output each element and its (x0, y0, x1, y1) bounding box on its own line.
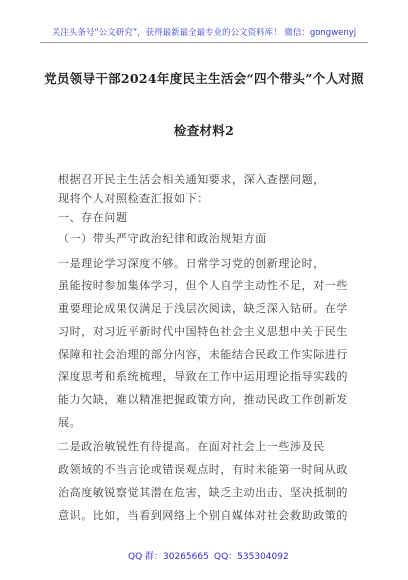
body-line: 现将个人对照检查汇报如下： (58, 192, 209, 205)
body-line: 意识。比如，当看到网络上个别自媒体对社会救助政策的 (58, 509, 348, 522)
document-title-line-2: 检查材料2 (173, 123, 235, 138)
header-divider (40, 42, 368, 43)
footer-qq: QQ：535304092 (214, 552, 289, 562)
body-line: 能力欠缺，难以精准把握政策方向，推动民政工作创新发 (58, 393, 348, 406)
body-line: 政领域的不当言论或错误观点时，有时未能第一时间从政 (58, 463, 348, 476)
body-line: 一是理论学习深度不够。日常学习党的创新理论时， (58, 257, 325, 270)
body-line: 重要理论成果仅满足于浅层次阅读，缺乏深入钻研。在学 (58, 302, 348, 315)
body-line: 保障和社会治理的部分内容，未能结合民政工作实际进行 (58, 348, 348, 361)
body-line: 习时，对习近平新时代中国特色社会主义思想中关于民生 (58, 325, 348, 338)
header-notice: 关注头条号“公文研究”，获得最新最全最专业的公文资料库！ 微信：gongwenyj (51, 28, 357, 38)
body-line: 虽能按时参加集体学习，但个人自学主动性不足，对一些 (58, 279, 348, 292)
body-line: 根据召开民主生活会相关通知要求，深入查摆问题， (58, 173, 325, 186)
body-line: 治高度敏锐察觉其潜在危害，缺乏主动出击、坚决抵制的 (58, 486, 348, 499)
body-line: 二是政治敏锐性有待提高。在面对社会上一些涉及民 (58, 440, 325, 453)
section-heading: 一、存在问题 (58, 211, 128, 224)
footer-qq-group: QQ 群：30265665 (128, 552, 209, 562)
body-line: 展。 (58, 416, 82, 429)
document-title-line-1: 党员领导干部2024年度民主生活会“四个带头”个人对照 (44, 71, 364, 86)
subsection-heading: （一）带头严守政治纪律和政治规矩方面 (58, 232, 267, 245)
body-line: 深度思考和系统梳理，导致在工作中运用理论指导实践的 (58, 370, 348, 383)
